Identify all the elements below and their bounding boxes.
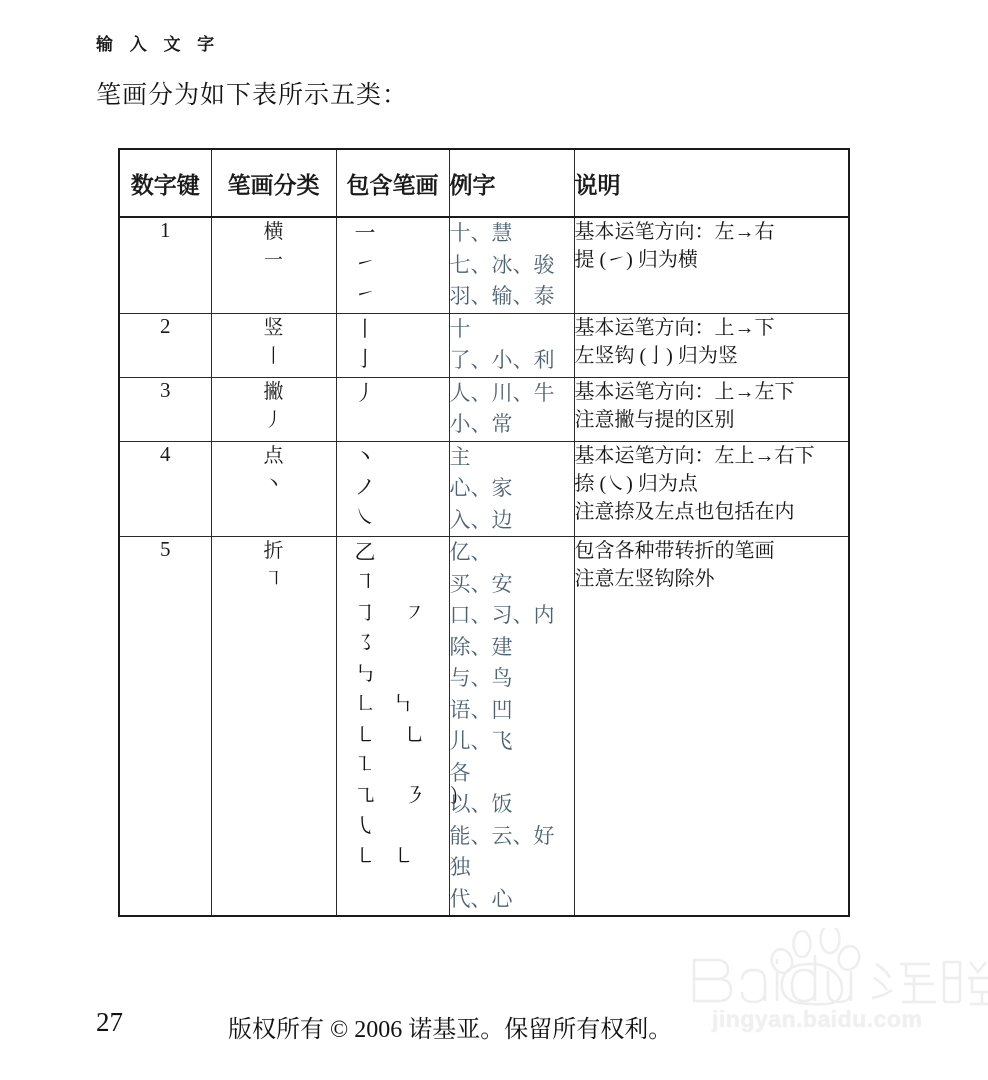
stroke-glyph: 亅 xyxy=(354,346,382,371)
example-line: 口、习、内 xyxy=(449,603,555,627)
example-line: 小、常 xyxy=(449,412,513,436)
example-line: 心、家 xyxy=(449,476,513,500)
example-line: 人、川、牛 xyxy=(449,380,555,405)
stroke-class-name: 撇 xyxy=(263,380,284,403)
cell-number-key: 5 xyxy=(119,537,211,917)
example-line: 亿、 xyxy=(449,540,492,564)
cell-stroke-class xyxy=(211,377,336,441)
running-header: 输 入 文 字 xyxy=(96,35,221,54)
stroke-glyph: ㇗ ㇞ xyxy=(354,692,420,717)
stroke-class-symbol: 丿 xyxy=(263,409,283,431)
stroke-classification-table xyxy=(118,148,850,917)
stroke-glyph: ㇂ xyxy=(354,813,382,838)
stroke-glyph: ㇄ ㇟ xyxy=(354,722,431,747)
cell-included-strokes xyxy=(336,313,449,377)
example-line: 入、边 xyxy=(449,507,513,532)
cell-included-strokes xyxy=(336,441,449,537)
stroke-class-symbol: 丶 xyxy=(263,473,283,495)
stroke-class-symbol: ㇕ xyxy=(263,569,283,590)
stroke-class-name: 点 xyxy=(263,444,284,467)
example-line: 以、饭 xyxy=(449,792,513,816)
stroke-class-name: 折 xyxy=(263,540,284,562)
stroke-glyph: ㇄ ㇄ xyxy=(354,844,420,869)
cell-number-key: 3 xyxy=(119,377,211,441)
stroke-glyph: ㇅ xyxy=(354,753,382,778)
cell-examples xyxy=(449,217,574,313)
cell-notes xyxy=(574,313,849,377)
example-line: 七、冰、骏 xyxy=(449,252,555,277)
cell-included-strokes xyxy=(336,217,449,313)
column-header-notes: 说明 xyxy=(574,149,849,217)
note-line: 捺 (㇏) 归为点 xyxy=(574,472,698,495)
example-line: 十、慧 xyxy=(449,221,513,245)
example-line: 语、凹 xyxy=(449,697,513,722)
example-line: 代、心 xyxy=(449,886,513,911)
note-line: 左竖钩 (亅) 归为竖 xyxy=(574,344,738,367)
intro-sentence: 笔画分为如下表所示五类： xyxy=(96,82,409,109)
example-line: 各 xyxy=(449,760,471,785)
cell-notes xyxy=(574,217,849,313)
table-header-row xyxy=(119,149,849,217)
table-row xyxy=(119,217,849,313)
stroke-glyph: ㇆ ㇇ xyxy=(354,600,431,625)
stroke-glyph: 一 xyxy=(354,221,382,245)
example-line: 了、小、利 xyxy=(449,348,555,372)
note-line: 提 (㇀) 归为横 xyxy=(574,249,698,272)
stroke-glyph: ㇌ xyxy=(354,631,382,656)
table-row xyxy=(119,377,849,441)
example-line: 除、建 xyxy=(449,634,513,659)
baidu-jingyan-watermark xyxy=(676,928,988,1040)
note-line: 注意左竖钩除外 xyxy=(574,568,715,591)
cell-examples xyxy=(449,377,574,441)
cell-notes xyxy=(574,441,849,537)
table-row xyxy=(119,441,849,537)
stroke-glyph: ノ xyxy=(354,474,382,499)
example-line: 羽、输、泰 xyxy=(449,284,555,308)
cell-stroke-class xyxy=(211,537,336,917)
table-row xyxy=(119,313,849,377)
note-line: 基本运笔方向：左上→右下 xyxy=(574,444,815,467)
example-line: 买、安 xyxy=(449,571,513,596)
watermark-url: jingyan.baidu.com xyxy=(712,1006,923,1032)
stroke-class-name: 竖 xyxy=(263,316,284,339)
stroke-glyph: ㇈ ㇋ ㇁ xyxy=(354,783,470,808)
stroke-glyph: ㇏ xyxy=(354,505,382,530)
cell-examples xyxy=(449,441,574,537)
note-line: 基本运笔方向：上→左下 xyxy=(574,380,795,403)
cell-included-strokes xyxy=(336,537,470,917)
column-header-stroke-class: 笔画分类 xyxy=(211,149,336,217)
example-line: 独 xyxy=(449,855,471,879)
table-row xyxy=(119,537,849,917)
stroke-class-symbol: 丨 xyxy=(263,345,283,367)
example-line: 主 xyxy=(449,444,471,469)
stroke-glyph: ㇉ xyxy=(354,661,382,686)
stroke-glyph: 丶 xyxy=(354,444,382,469)
cell-examples xyxy=(449,537,574,917)
cell-number-key: 4 xyxy=(119,441,211,537)
example-line: 十 xyxy=(449,316,471,341)
example-line: 与、鸟 xyxy=(449,666,513,690)
stroke-glyph: 丨 xyxy=(354,316,382,341)
stroke-class-name: 横 xyxy=(263,221,284,243)
cell-notes xyxy=(574,377,849,441)
note-line: 基本运笔方向：上→下 xyxy=(574,316,775,339)
stroke-glyph: ㇀ xyxy=(354,281,382,306)
page-number: 27 xyxy=(96,1007,123,1037)
cell-examples xyxy=(449,313,574,377)
note-line: 注意撇与提的区别 xyxy=(574,408,735,431)
column-header-included-strokes: 包含笔画 xyxy=(336,149,449,217)
example-line: 儿、飞 xyxy=(449,729,513,753)
cell-stroke-class xyxy=(211,441,336,537)
baidu-logo-icon xyxy=(676,928,988,1020)
note-line: 注意捺及左点也包括在内 xyxy=(574,501,795,524)
cell-stroke-class xyxy=(211,313,336,377)
stroke-glyph: 乙 xyxy=(354,540,382,564)
cell-included-strokes xyxy=(336,377,449,441)
stroke-glyph: ㇕ xyxy=(354,570,382,595)
column-header-examples: 例字 xyxy=(449,149,574,217)
example-line: 能、云、好 xyxy=(449,823,555,848)
stroke-glyph: ㇀ xyxy=(354,251,382,276)
cell-notes xyxy=(574,537,849,917)
cell-number-key: 1 xyxy=(119,217,211,313)
stroke-glyph: 丿 xyxy=(354,380,382,405)
column-header-number-key: 数字键 xyxy=(119,149,211,217)
cell-number-key: 2 xyxy=(119,313,211,377)
cell-stroke-class xyxy=(211,217,336,313)
note-line: 包含各种带转折的笔画 xyxy=(574,540,775,562)
copyright-notice: 版权所有 © 2006 诺基亚。保留所有权利。 xyxy=(228,1017,673,1043)
note-line: 基本运笔方向：左→右 xyxy=(574,221,775,243)
stroke-class-symbol: 一 xyxy=(263,250,283,271)
